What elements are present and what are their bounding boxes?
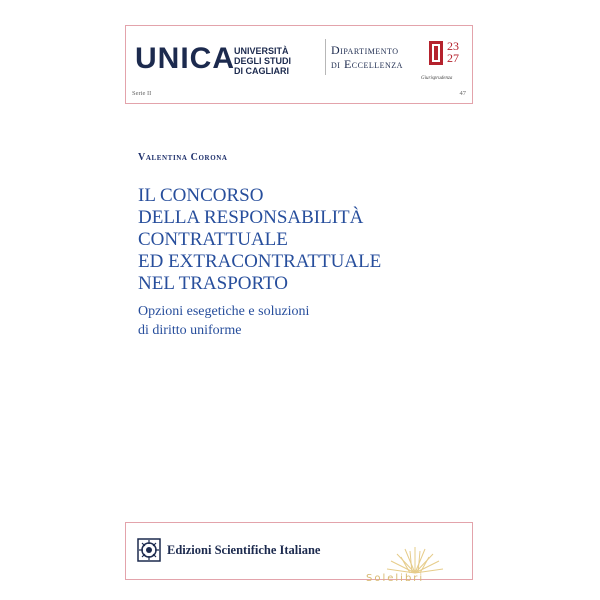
sun-rays-icon: [380, 545, 450, 595]
department-years: 23 27: [447, 39, 459, 65]
university-name: UNIVERSITÀ DEGLI STUDI DI CAGLIARI: [234, 46, 292, 76]
title-line: CONTRATTUALE: [138, 229, 288, 250]
author-name: Valentina Corona: [138, 152, 228, 163]
publisher-name: Edizioni Scientifiche Italiane: [167, 543, 321, 557]
header-frame: [125, 25, 473, 104]
unica-logo: UNICA: [135, 42, 236, 75]
title-line: IL CONCORSO: [138, 185, 264, 206]
book-title: [138, 185, 458, 295]
watermark-text: Solelibri: [366, 573, 425, 584]
volume-number: 47: [459, 90, 466, 97]
giurisprudenza-label: Giurisprudenza: [421, 76, 453, 81]
title-line: DELLA RESPONSABILITÀ: [138, 207, 364, 228]
book-cover: [113, 18, 483, 582]
subtitle-line: di diritto uniforme: [138, 323, 242, 338]
series-label: Serie II: [132, 90, 152, 97]
book-subtitle: [138, 302, 309, 340]
title-line: ED EXTRACONTRATTUALE: [138, 251, 382, 272]
header-divider: [325, 39, 326, 75]
publisher-logo-icon: [137, 538, 161, 562]
title-line: NEL TRASPORTO: [138, 273, 289, 294]
department-label: Dipartimento di Eccellenza: [331, 43, 403, 71]
subtitle-line: Opzioni esegetiche e soluzioni: [138, 304, 310, 319]
